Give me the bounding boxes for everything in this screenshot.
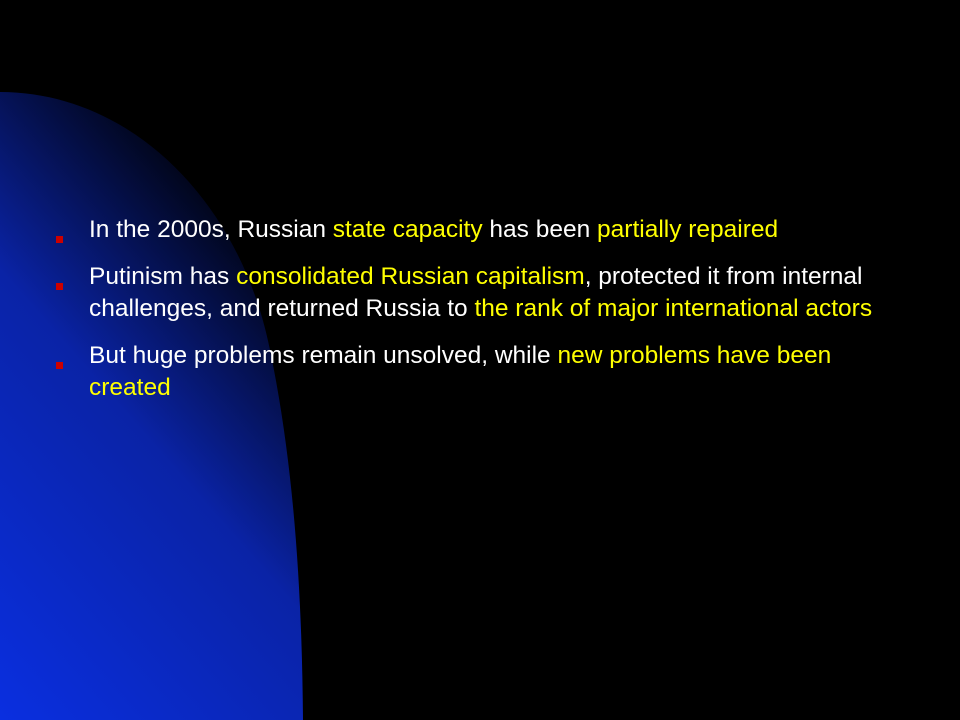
bullet-text-segment: In the 2000s, Russian [89, 216, 333, 243]
bullet-text [89, 340, 879, 404]
bullet-square-icon [56, 362, 63, 369]
bullet-text-segment: , protected it from internal challenges, and returned Russia to [89, 263, 863, 322]
highlighted-text: new problems have been created [89, 342, 832, 401]
highlighted-text: the rank of major international actors [474, 295, 873, 322]
bullet-item [50, 261, 890, 325]
highlighted-text: partially repaired [597, 216, 779, 243]
bullet-list [50, 214, 890, 419]
bullet-item [50, 214, 890, 246]
bullet-square-icon [56, 236, 63, 243]
bullet-text-segment: Putinism has [89, 263, 237, 290]
bullet-text-segment: But huge problems remain unsolved, while [89, 342, 558, 369]
highlighted-text: state capacity [332, 216, 483, 243]
bullet-text [89, 214, 879, 246]
bullet-text [89, 261, 879, 325]
bullet-square-icon [56, 283, 63, 290]
bullet-item [50, 340, 890, 404]
highlighted-text: consolidated Russian capitalism [236, 263, 585, 290]
bullet-text-segment: has been [482, 216, 598, 243]
